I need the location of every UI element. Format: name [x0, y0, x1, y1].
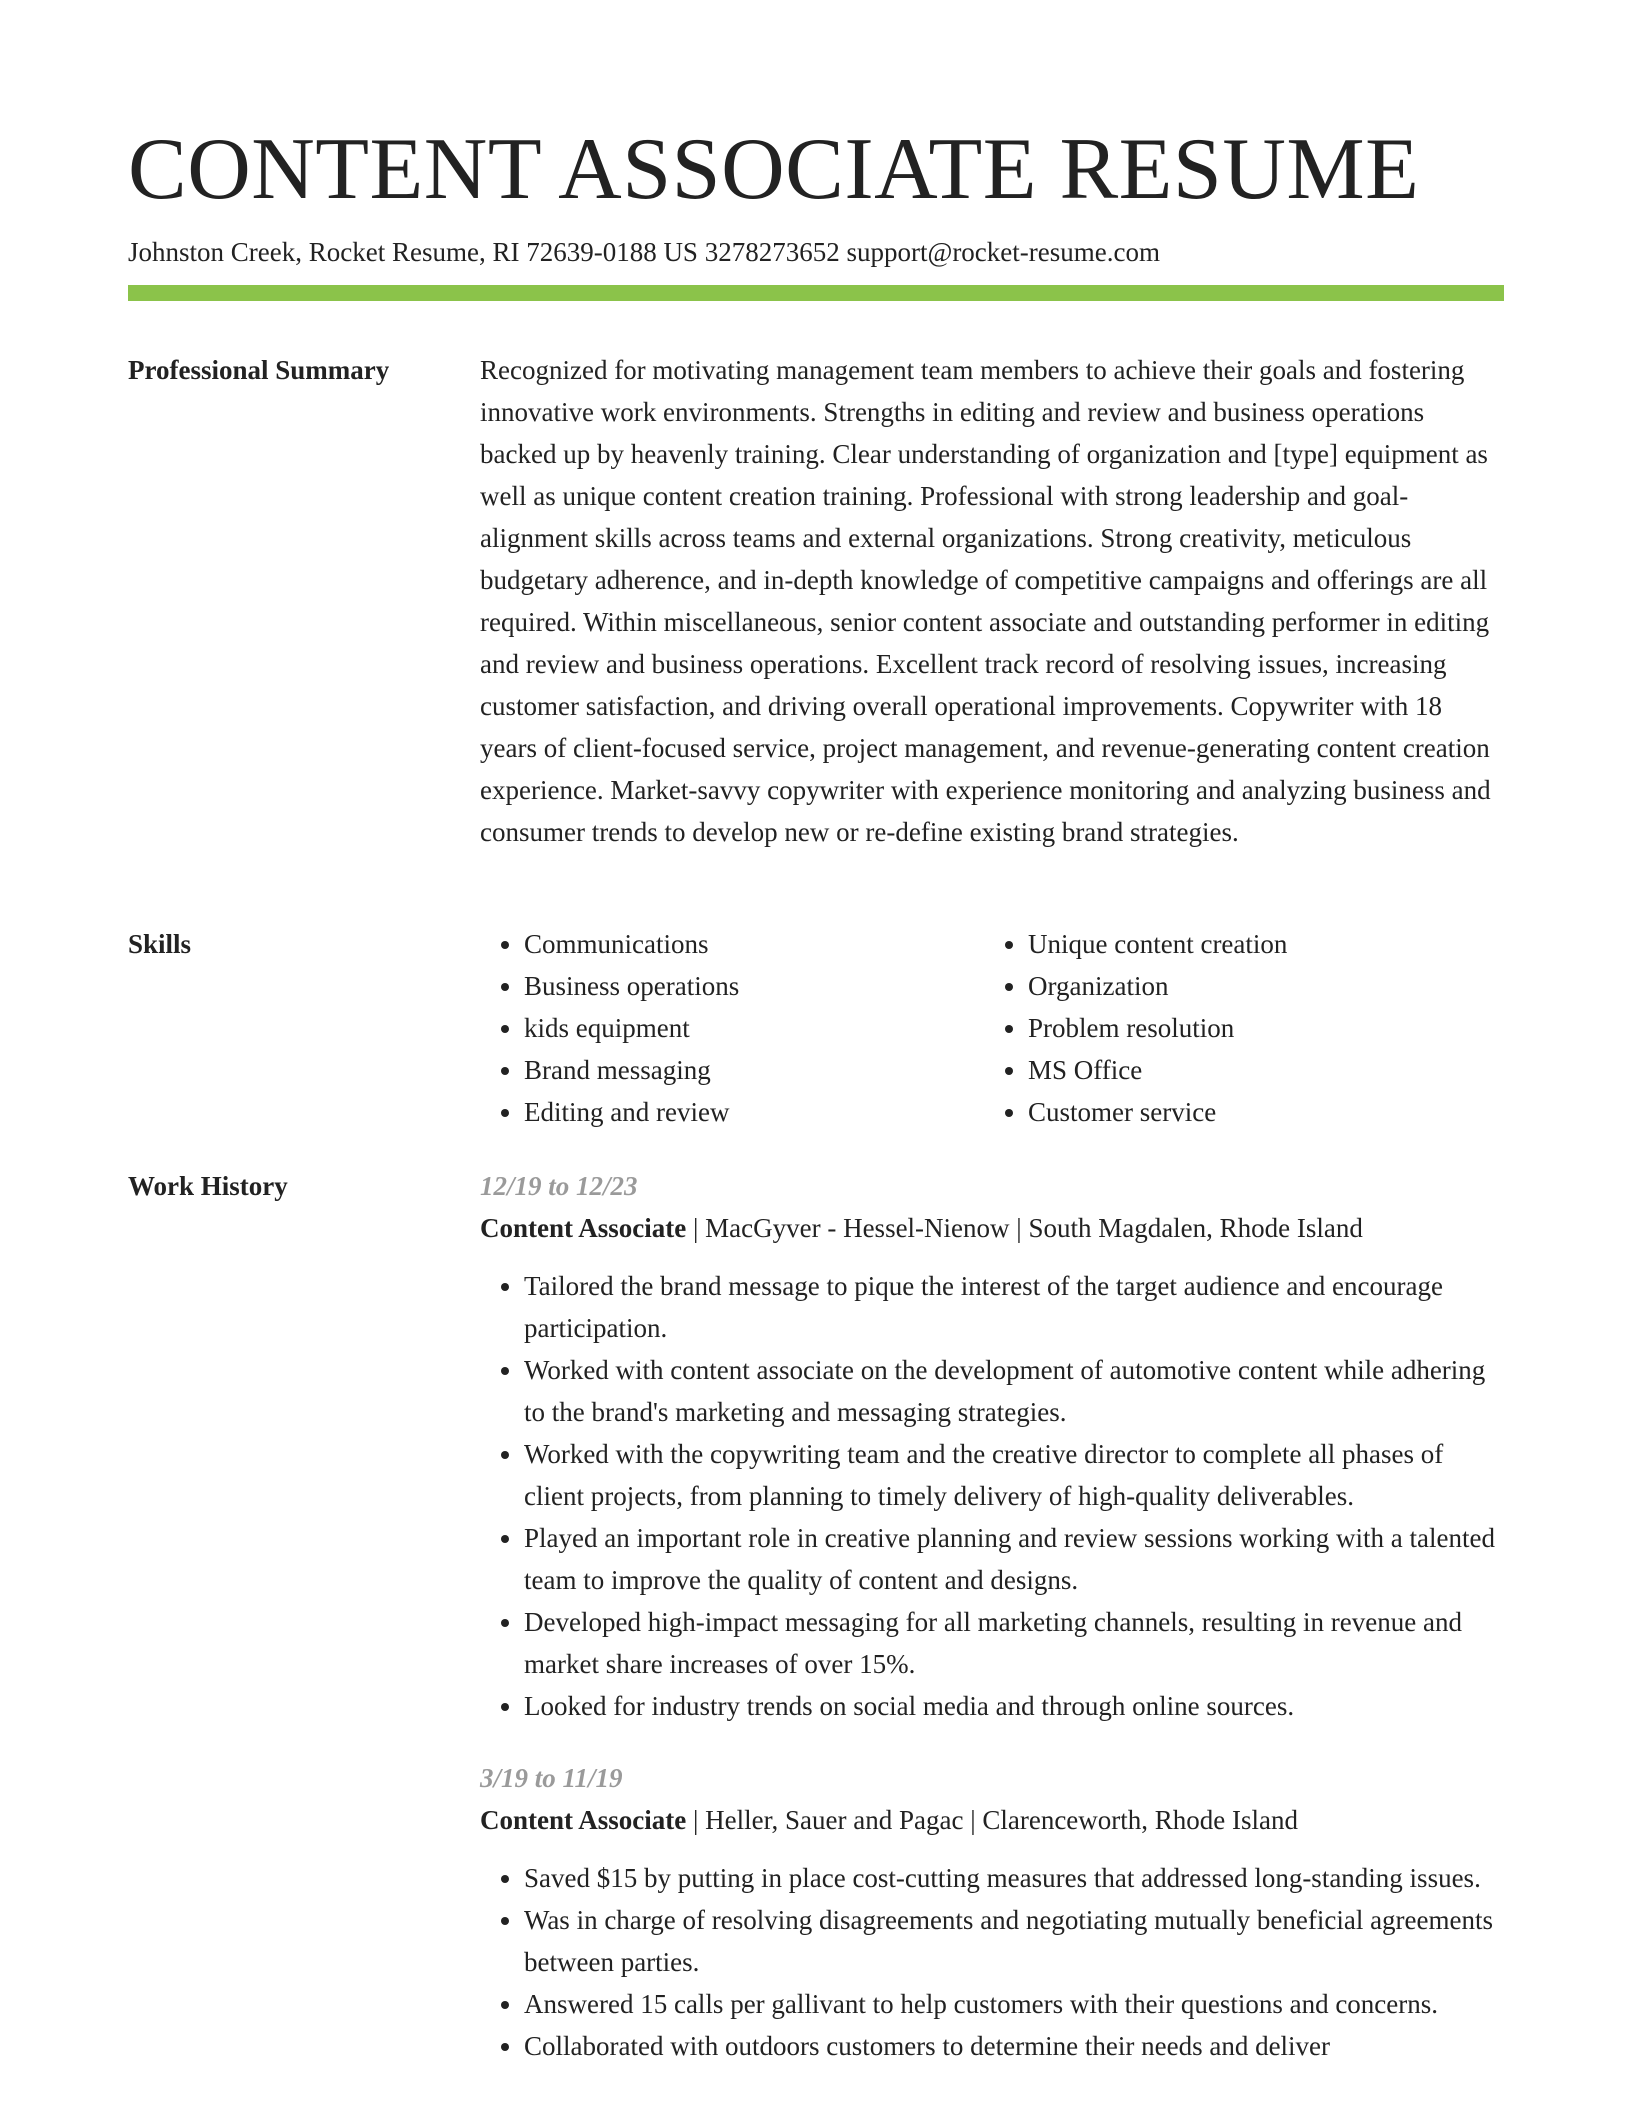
work-history-section [128, 1165, 1504, 2067]
skill-item: • kids equipment [524, 1007, 984, 1049]
skill-item: • MS Office [1028, 1049, 1488, 1091]
skill-item: • Unique content creation [1028, 923, 1488, 965]
skill-item: • Communications [524, 923, 984, 965]
job-bullet: • Developed high-impact messaging for all marketing channels, resulting in revenue and market share increases of over 15%. [524, 1601, 1504, 1685]
job-entry [480, 1757, 1504, 2067]
job-bullets [480, 1265, 1504, 1727]
job-bullets [480, 1857, 1504, 2067]
skill-item: • Business operations [524, 965, 984, 1007]
job-bullet: • Collaborated with outdoors customers to determine their needs and deliver [524, 2025, 1504, 2067]
job-bullet: • Answered 15 calls per gallivant to help customers with their questions and concerns. [524, 1983, 1504, 2025]
job-bullet: • Saved $15 by putting in place cost-cutting measures that addressed long-standing issues. [524, 1857, 1504, 1899]
skills-section [128, 923, 1504, 1133]
job-bullet: • Was in charge of resolving disagreements and negotiating mutually beneficial agreements between parties. [524, 1899, 1504, 1983]
job-dates: 3/19 to 11/19 [480, 1763, 623, 1793]
job-bullet: • Tailored the brand message to pique the interest of the target audience and encourage participation. [524, 1265, 1504, 1349]
job-bullet: • Played an important role in creative planning and review sessions working with a talented team to improve the quality of content and designs. [524, 1517, 1504, 1601]
skill-item: • Organization [1028, 965, 1488, 1007]
work-history-body [480, 1165, 1504, 2067]
job-title: Content Associate [480, 1805, 687, 1835]
skills-list-left [480, 923, 984, 1133]
summary-text: Recognized for motivating management team members to achieve their goals and fostering innovative work environments. Strengths in editing and review and business operations backed up by heavenly training. Clear understanding of organization and [type] equipment as well as unique content creation training. Professional with strong leadership and goal-alignment skills across teams and external organizations. Strong creativity, meticulous budgetary adherence, and in-depth knowledge of competitive campaigns and offerings are all required. Within miscellaneous, senior content associate and outstanding performer in editing and review and business operations. Excellent track record of resolving issues, increasing customer satisfaction, and driving overall operational improvements. Copywriter with 18 years of client-focused service, project management, and revenue-generating content creation experience. Market-savvy copywriter with experience monitoring and analyzing business and consumer trends to develop new or re-define existing brand strategies. [480, 355, 1491, 847]
skill-item: • Editing and review [524, 1091, 984, 1133]
job-title: Content Associate [480, 1213, 687, 1243]
header-divider [128, 285, 1504, 301]
skill-item: • Brand messaging [524, 1049, 984, 1091]
skills-body [480, 923, 1504, 1133]
job-bullet: • Worked with the copywriting team and the creative director to complete all phases of client projects, from planning to timely delivery of high-quality deliverables. [524, 1433, 1504, 1517]
skill-item: • Customer service [1028, 1091, 1488, 1133]
job-bullet: • Looked for industry trends on social media and through online sources. [524, 1685, 1504, 1727]
summary-section [128, 349, 1504, 853]
skills-list-right [984, 923, 1488, 1133]
summary-body [480, 349, 1504, 853]
contact-line: Johnston Creek, Rocket Resume, RI 72639-0188 US 3278273652 support@rocket-resume.com [128, 237, 1160, 267]
job-heading [480, 1799, 1504, 1841]
job-entry [480, 1165, 1504, 1727]
work-history-label: Work History [128, 1171, 288, 1201]
summary-label: Professional Summary [128, 355, 390, 385]
job-employer-location: | MacGyver - Hessel-Nienow | South Magdalen, Rhode Island [686, 1213, 1363, 1243]
job-employer-location: | Heller, Sauer and Pagac | Clarenceworth, Rhode Island [686, 1805, 1299, 1835]
skill-item: • Problem resolution [1028, 1007, 1488, 1049]
skills-label: Skills [128, 929, 192, 959]
resume-title: CONTENT ASSOCIATE RESUME [128, 121, 1420, 218]
job-dates: 12/19 to 12/23 [480, 1171, 638, 1201]
resume-header [128, 118, 1504, 270]
job-heading [480, 1207, 1504, 1249]
job-bullet: • Worked with content associate on the development of automotive content while adhering to the brand's marketing and messaging strategies. [524, 1349, 1504, 1433]
